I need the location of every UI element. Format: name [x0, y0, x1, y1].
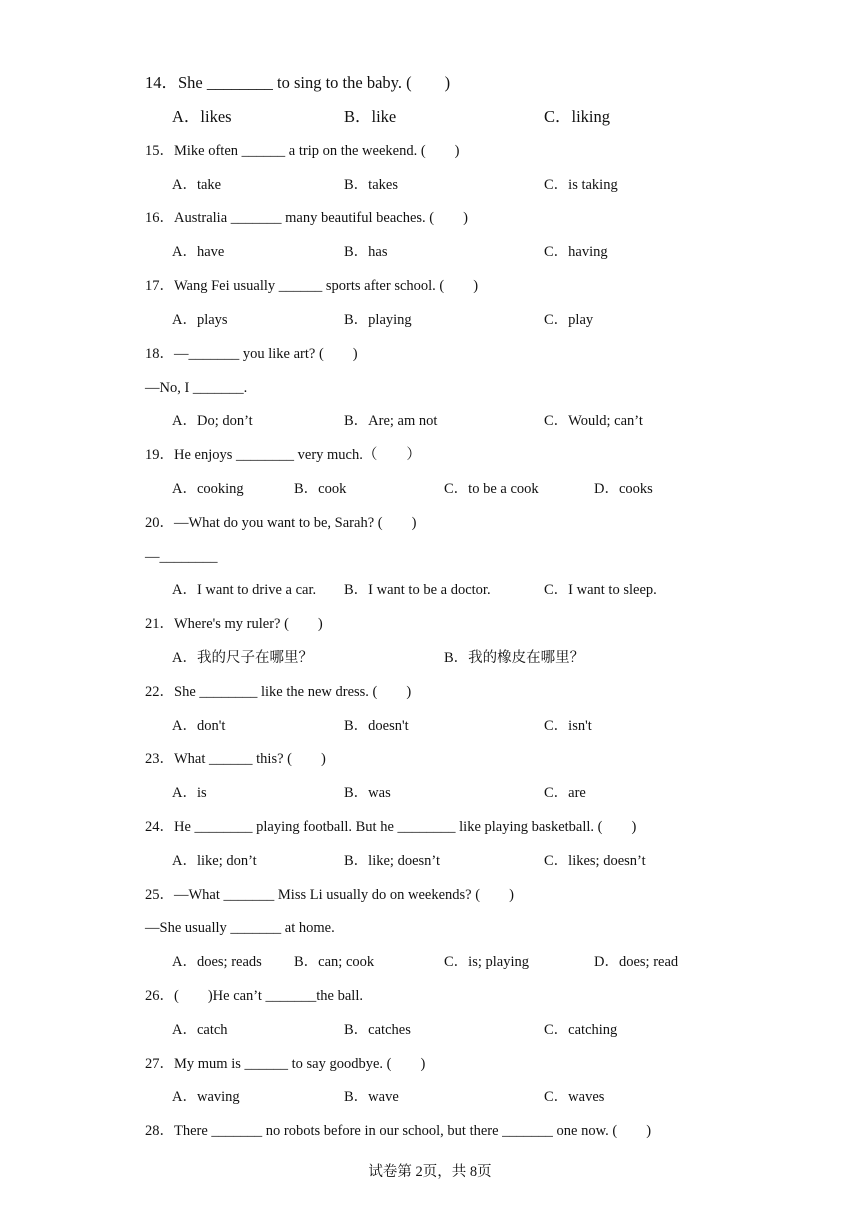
question-stem: 19．He enjoys ________ very much.（ ）	[145, 447, 421, 463]
question-stem: 17．Wang Fei usually ______ sports after school. ( )	[145, 278, 479, 294]
question-subline: —No, I _______.	[145, 380, 248, 396]
question-stem: 20．—What do you want to be, Sarah? ( )	[145, 515, 417, 531]
question-stem: 15．Mike often ______ a trip on the weekend. ( )	[145, 143, 460, 159]
option-b[interactable]: B．doesn't	[344, 718, 409, 734]
option-a[interactable]: A．I want to drive a car.	[172, 582, 317, 598]
option-a[interactable]: A．catch	[172, 1022, 228, 1038]
option-b[interactable]: B．cook	[294, 481, 347, 497]
option-c[interactable]: C．catching	[544, 1022, 618, 1038]
option-a[interactable]: A．plays	[172, 312, 228, 328]
option-c[interactable]: C．Would; can’t	[544, 413, 643, 429]
option-b[interactable]: B．catches	[344, 1022, 411, 1038]
question-stem: 21．Where's my ruler? ( )	[145, 616, 323, 632]
question-subline: —She usually _______ at home.	[145, 920, 335, 936]
option-a[interactable]: A．waving	[172, 1089, 240, 1105]
option-a[interactable]: A．is	[172, 785, 207, 801]
page-footer: 试卷第 2页，共 8页	[368, 1164, 492, 1180]
option-a[interactable]: A．likes	[172, 107, 232, 126]
option-c[interactable]: C．is; playing	[444, 954, 529, 970]
option-a[interactable]: A．take	[172, 177, 222, 193]
question-stem: 26．( )He can’t _______the ball.	[145, 988, 363, 1004]
option-c[interactable]: C．I want to sleep.	[544, 582, 657, 598]
option-c[interactable]: C．waves	[544, 1089, 605, 1105]
question-stem: 23．What ______ this? ( )	[145, 751, 326, 767]
question-subline: —________	[145, 549, 218, 565]
question-stem: 25．—What _______ Miss Li usually do on weekends? ( )	[145, 887, 514, 903]
option-a[interactable]: A．Do; don’t	[172, 413, 253, 429]
question-stem: 14．She ________ to sing to the baby. ( )	[145, 73, 451, 92]
option-b[interactable]: B．playing	[344, 312, 412, 328]
option-a[interactable]: A．does; reads	[172, 954, 262, 970]
option-b[interactable]: B．我的橡皮在哪里？	[444, 650, 585, 666]
option-c[interactable]: C．isn't	[544, 718, 592, 734]
option-b[interactable]: B．wave	[344, 1089, 399, 1105]
option-a[interactable]: A．like; don’t	[172, 853, 257, 869]
option-c[interactable]: C．to be a cook	[444, 481, 539, 497]
option-d[interactable]: D．cooks	[594, 481, 653, 497]
option-c[interactable]: C．is taking	[544, 177, 618, 193]
option-c[interactable]: C．are	[544, 785, 586, 801]
option-c[interactable]: C．play	[544, 312, 594, 328]
option-b[interactable]: B．like	[344, 107, 397, 126]
option-b[interactable]: B．Are; am not	[344, 413, 438, 429]
option-c[interactable]: C．liking	[544, 107, 611, 126]
question-stem: 16．Australia _______ many beautiful beaches. ( )	[145, 210, 468, 226]
option-b[interactable]: B．can; cook	[294, 954, 375, 970]
question-stem: 24．He ________ playing football. But he ________ like playing basketball. ( )	[145, 819, 637, 835]
option-b[interactable]: B．takes	[344, 177, 398, 193]
option-c[interactable]: C．having	[544, 244, 608, 260]
question-stem: 27．My mum is ______ to say goodbye. ( )	[145, 1056, 426, 1072]
question-stem: 22．She ________ like the new dress. ( )	[145, 684, 412, 700]
question-stem: 28．There _______ no robots before in our school, but there _______ one now. ( )	[145, 1123, 652, 1139]
option-b[interactable]: B．has	[344, 244, 388, 260]
option-a[interactable]: A．have	[172, 244, 225, 260]
option-a[interactable]: A．我的尺子在哪里？	[172, 650, 313, 666]
option-c[interactable]: C．likes; doesn’t	[544, 853, 646, 869]
option-b[interactable]: B．was	[344, 785, 391, 801]
option-d[interactable]: D．does; read	[594, 954, 679, 970]
option-a[interactable]: A．cooking	[172, 481, 244, 497]
question-stem: 18．—_______ you like art? ( )	[145, 346, 358, 362]
option-b[interactable]: B．I want to be a doctor.	[344, 582, 491, 598]
option-a[interactable]: A．don't	[172, 718, 226, 734]
option-b[interactable]: B．like; doesn’t	[344, 853, 440, 869]
